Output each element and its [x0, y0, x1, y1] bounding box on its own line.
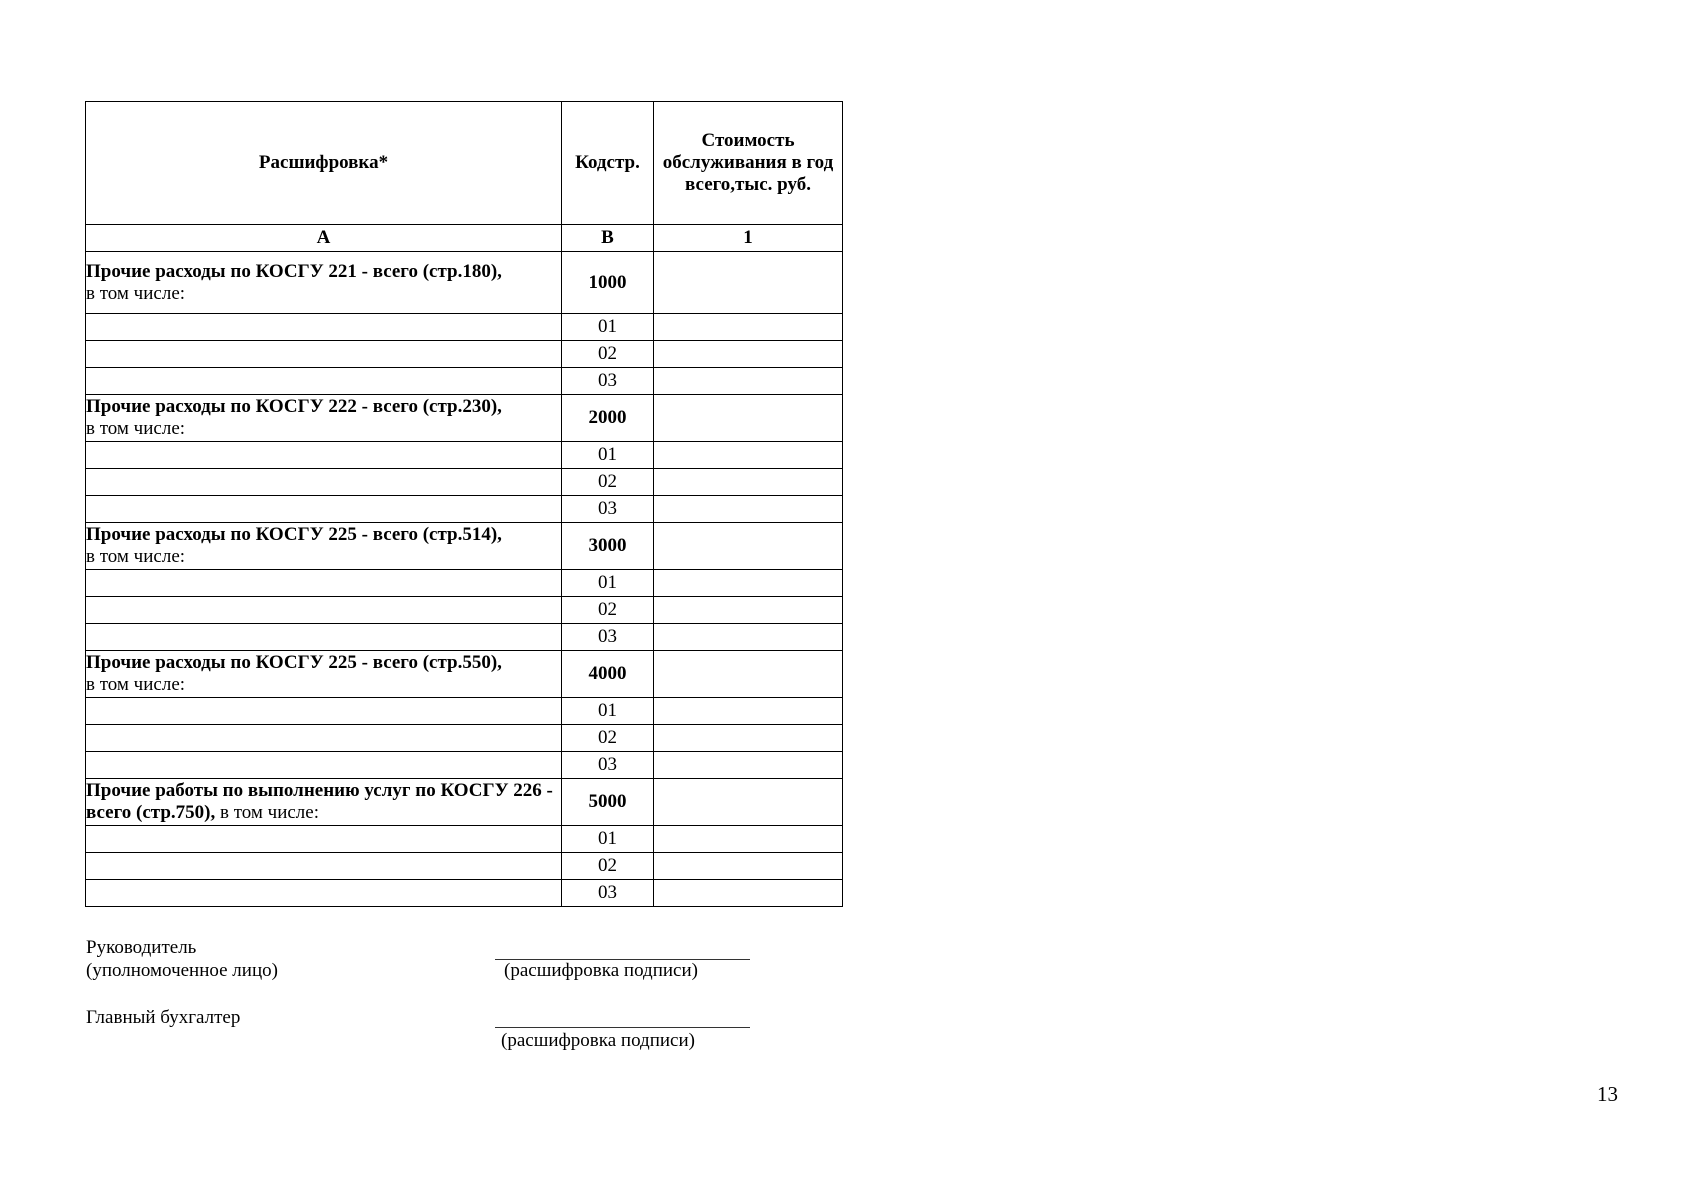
- accountant-signature-label: Главный бухгалтер: [86, 1007, 241, 1028]
- section-title-bold: Прочие расходы по КОСГУ 225 - всего (стр.550),: [86, 652, 502, 673]
- subrow-code: 01: [562, 698, 654, 725]
- subrow-value-cell[interactable]: [654, 469, 843, 496]
- accountant-signature-line[interactable]: [495, 1027, 750, 1028]
- section-title: [86, 779, 562, 826]
- expense-breakdown-table: [85, 101, 843, 907]
- section-title-bold: Прочие расходы по КОСГУ 222 - всего (стр.230),: [86, 396, 502, 417]
- subrow-value-cell[interactable]: [654, 368, 843, 395]
- table-row: [86, 368, 843, 395]
- table-row: [86, 752, 843, 779]
- table-row: [86, 442, 843, 469]
- section-row-3000: [86, 523, 843, 570]
- table-row: [86, 469, 843, 496]
- index-a: А: [86, 225, 562, 252]
- section-title-rest: в том числе:: [86, 674, 186, 695]
- subrow-desc-cell[interactable]: [86, 725, 562, 752]
- subrow-code: 01: [562, 570, 654, 597]
- subrow-code: 02: [562, 853, 654, 880]
- index-b: В: [562, 225, 654, 252]
- table-row: [86, 880, 843, 907]
- subrow-value-cell[interactable]: [654, 752, 843, 779]
- section-code: 4000: [562, 651, 654, 698]
- section-code: 5000: [562, 779, 654, 826]
- table-index-row: [86, 225, 843, 252]
- section-value-cell[interactable]: [654, 651, 843, 698]
- subrow-value-cell[interactable]: [654, 826, 843, 853]
- table-row: [86, 314, 843, 341]
- subrow-code: 03: [562, 752, 654, 779]
- subrow-value-cell[interactable]: [654, 853, 843, 880]
- subrow-value-cell[interactable]: [654, 725, 843, 752]
- subrow-desc-cell[interactable]: [86, 570, 562, 597]
- section-title-bold: Прочие расходы по КОСГУ 225 - всего (стр.514),: [86, 524, 502, 545]
- head-title: Руководитель: [86, 937, 197, 958]
- subrow-code: 03: [562, 496, 654, 523]
- table-row: [86, 496, 843, 523]
- section-title-rest: в том числе:: [86, 546, 186, 567]
- section-title: [86, 395, 562, 442]
- subrow-code: 01: [562, 314, 654, 341]
- subrow-code: 02: [562, 469, 654, 496]
- subrow-desc-cell[interactable]: [86, 880, 562, 907]
- subrow-value-cell[interactable]: [654, 341, 843, 368]
- header-annual-cost: Стоимость обслуживания в год всего,тыс. руб.: [654, 102, 843, 225]
- subrow-desc-cell[interactable]: [86, 698, 562, 725]
- table-row: [86, 597, 843, 624]
- subrow-value-cell[interactable]: [654, 698, 843, 725]
- subrow-code: 02: [562, 725, 654, 752]
- section-value-cell[interactable]: [654, 523, 843, 570]
- subrow-desc-cell[interactable]: [86, 853, 562, 880]
- subrow-code: 02: [562, 597, 654, 624]
- subrow-code: 03: [562, 880, 654, 907]
- head-signature-label: [86, 936, 278, 982]
- subrow-desc-cell[interactable]: [86, 624, 562, 651]
- section-title: [86, 523, 562, 570]
- subrow-value-cell[interactable]: [654, 442, 843, 469]
- subrow-value-cell[interactable]: [654, 496, 843, 523]
- subrow-desc-cell[interactable]: [86, 597, 562, 624]
- section-value-cell[interactable]: [654, 252, 843, 314]
- subrow-desc-cell[interactable]: [86, 469, 562, 496]
- section-title: [86, 651, 562, 698]
- subrow-code: 01: [562, 442, 654, 469]
- subrow-desc-cell[interactable]: [86, 826, 562, 853]
- section-title-rest: в том числе:: [215, 802, 320, 823]
- subrow-code: 03: [562, 624, 654, 651]
- subrow-value-cell[interactable]: [654, 624, 843, 651]
- section-row-1000: [86, 252, 843, 314]
- table-row: [86, 341, 843, 368]
- section-code: 1000: [562, 252, 654, 314]
- index-1: 1: [654, 225, 843, 252]
- table-body: [86, 252, 843, 907]
- table-row: [86, 570, 843, 597]
- subrow-value-cell[interactable]: [654, 597, 843, 624]
- section-title: [86, 252, 562, 314]
- table-row: [86, 624, 843, 651]
- subrow-value-cell[interactable]: [654, 570, 843, 597]
- section-title-bold: Прочие работы по выполнению услуг по КОСГУ 226 - всего (стр.750),: [86, 780, 553, 823]
- table-row: [86, 826, 843, 853]
- header-row-code: Кодстр.: [562, 102, 654, 225]
- header-description: Расшифровка*: [86, 102, 562, 225]
- subrow-value-cell[interactable]: [654, 880, 843, 907]
- section-value-cell[interactable]: [654, 779, 843, 826]
- section-code: 2000: [562, 395, 654, 442]
- table-row: [86, 853, 843, 880]
- section-title-rest: в том числе:: [86, 418, 186, 439]
- subrow-desc-cell[interactable]: [86, 442, 562, 469]
- head-subtitle: (уполномоченное лицо): [86, 960, 278, 981]
- subrow-code: 01: [562, 826, 654, 853]
- subrow-desc-cell[interactable]: [86, 341, 562, 368]
- table-row: [86, 698, 843, 725]
- section-row-2000: [86, 395, 843, 442]
- section-value-cell[interactable]: [654, 395, 843, 442]
- table-row: [86, 725, 843, 752]
- subrow-value-cell[interactable]: [654, 314, 843, 341]
- subrow-desc-cell[interactable]: [86, 496, 562, 523]
- subrow-desc-cell[interactable]: [86, 314, 562, 341]
- table-header-row: [86, 102, 843, 225]
- head-signature-caption: (расшифровка подписи): [504, 960, 698, 981]
- section-code: 3000: [562, 523, 654, 570]
- subrow-code: 03: [562, 368, 654, 395]
- subrow-code: 02: [562, 341, 654, 368]
- subrow-desc-cell[interactable]: [86, 368, 562, 395]
- subrow-desc-cell[interactable]: [86, 752, 562, 779]
- section-row-5000: [86, 779, 843, 826]
- section-row-4000: [86, 651, 843, 698]
- section-title-bold: Прочие расходы по КОСГУ 221 - всего (стр.180),: [86, 260, 502, 282]
- section-title-rest: в том числе:: [86, 282, 186, 304]
- page-number: 13: [1597, 1082, 1618, 1106]
- accountant-signature-caption: (расшифровка подписи): [501, 1030, 695, 1051]
